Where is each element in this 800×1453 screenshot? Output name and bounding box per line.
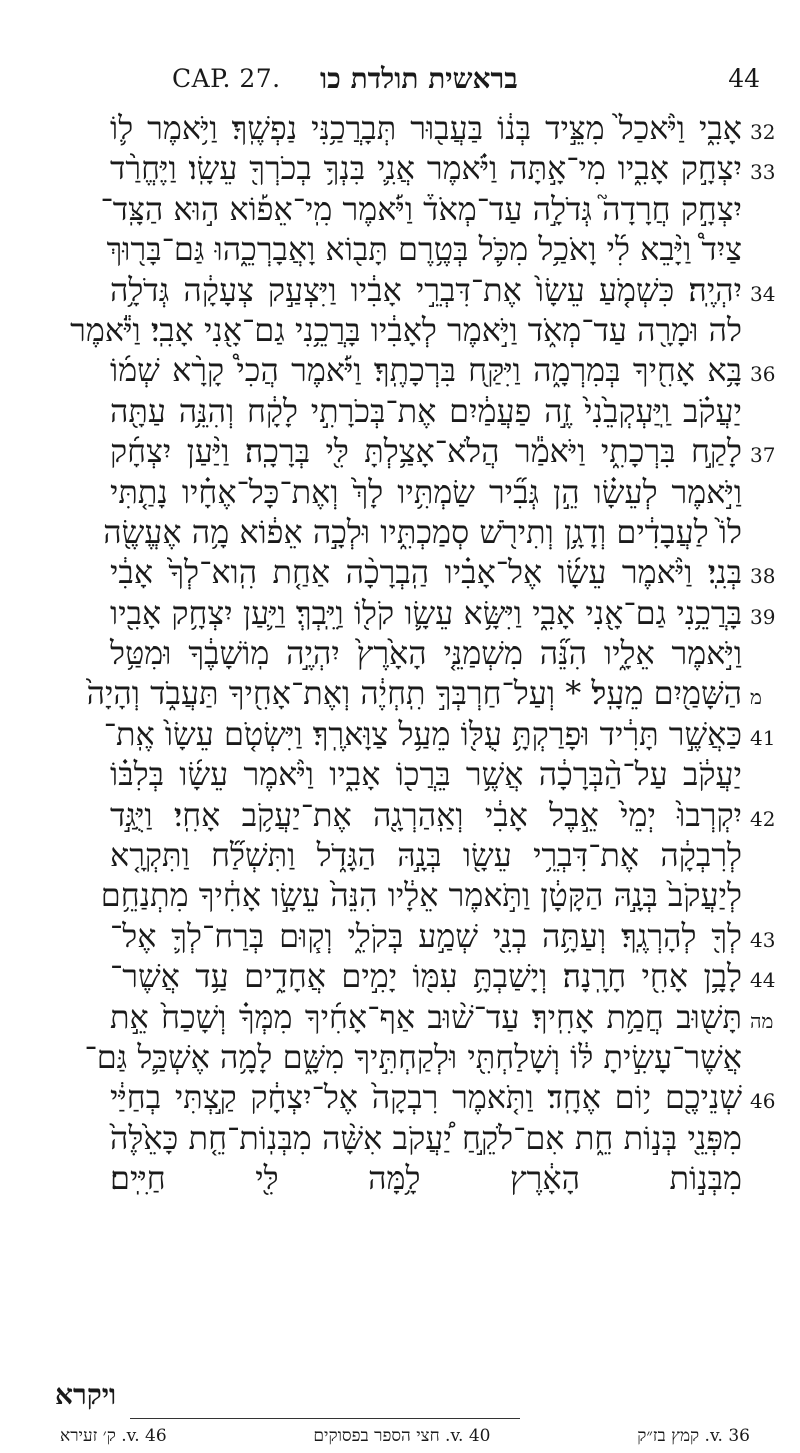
catchword: ויקרא <box>55 1378 117 1411</box>
text-line <box>110 1118 790 1158</box>
text-line <box>110 431 790 471</box>
verse-number: מה <box>750 1008 774 1033</box>
line-text: לְךָ֖ לְהָרְגֶֽךָ׃ וְעַתָּ֥ה בְנִ֖י שְׁמַ֣ע בְּקֹלִ֑י וְק֧וּם בְּרַח־לְךָ֛ אֶל־ <box>110 916 742 955</box>
line-text: בָּרֲכֵ֥נִי גַם־אָ֖נִי אָבִ֑י וַיִּשָּׂ֥א עֵשָׂ֛ו קֹל֖וֹ וַיֵּֽבְךְּ׃ וַיַּ֛עַן יִצְחָ֥ק אָבִ֖יו <box>110 593 742 632</box>
text-line <box>110 795 790 835</box>
text-line <box>106 229 790 269</box>
verse-number: 34 <box>750 281 776 306</box>
line-text: לְיַעֲקֹב֙ בְּנָ֣הּ הַקָּטָ֔ן וַתֹּ֣אמֶר אֵלָ֔יו הִנֵּה֙ עֵשָׂ֣ו אָחִ֔יךָ מִתְנַחֵ֥ם <box>100 876 742 915</box>
line-text: בָּ֥א אָחִ֖יךָ בְּמִרְמָ֑ה וַיִּקַּ֖ח בִּרְכָתֶֽךָ׃ וַיֹּ֡אמֶר הֲכִי֩ קָרָ֨א שְׁמ֜וֹ <box>110 351 742 390</box>
text-line <box>110 552 790 592</box>
masora-note: v. 46. ק׳ זעירא <box>60 1426 167 1446</box>
text-line <box>100 189 790 229</box>
text-line <box>110 593 790 633</box>
line-text: תָּשׁ֖וּב חֲמַ֥ת אָחִֽיךָ׃ עַד־שׁ֨וּב אַף־אָחִ֜יךָ מִמְּךָ֗ וְשָׁכַח֙ אֵ֣ת <box>110 997 742 1036</box>
text-line <box>110 148 790 188</box>
verse-number: 39 <box>750 604 776 629</box>
line-text: כַּאֲשֶׁ֣ר תָּרִ֔יד וּפָרַקְתָּ֥ עֻלּ֖וֹ מֵעַ֥ל צַוָּארֶֽךָ׃ וַיִּשְׂטֹ֤ם עֵשָׂו֙ אֶֽת־ <box>103 714 742 753</box>
verse-number: 44 <box>750 968 776 993</box>
line-text: שְׁנֵיכֶ֖ם י֥וֹם אֶחָֽד׃ וַתֹּ֤אמֶר רִבְקָה֙ אֶל־יִצְחָ֔ק קַ֣צְתִּי בְחַיַּ֔י <box>110 1078 742 1117</box>
text-line <box>103 714 790 754</box>
line-text: לָקַ֣ח בִּרְכָתִ֑י וַיֹּאמַ֕ר הֲלֹא־אָצַ֥לְתָּ לִּ֖י בְּרָכָֽה׃ וַיַּ֨עַן יִצְחָ֜ק <box>110 432 742 471</box>
verse-number: 38 <box>750 564 776 589</box>
line-text: בְּנִֽי׃ וַיֹּ֨אמֶר עֵשָׂ֜ו אֶל־אָבִ֗יו הַֽבְרָכָ֨ה אַחַ֤ת הִֽוא־לְךָ֙ אָבִ֔י <box>110 553 742 592</box>
text-line <box>110 997 790 1037</box>
line-text: לוֹ֙ לַעֲבָדִ֔ים וְדָגָ֥ן וְתִירֹ֖שׁ סְמַכְתִּ֑יו וּלְכָ֣ה אֵפ֔וֹא מָ֥ה אֶעֱשֶׂ֖ה <box>103 512 742 551</box>
book-title: בראשית תולדת כו <box>320 62 518 95</box>
line-text: לה וּמָרָ֖ה עַד־מְאֹ֑ד וַיֹּ֣אמֶר לְאָבִ֔יו בָּרֲכֵ֥נִי גַם־אָ֖נִי אָבִֽי׃ וַיֹּ֕אמֶר <box>70 310 742 349</box>
text-line <box>110 270 790 310</box>
verse-number: 42 <box>750 806 776 831</box>
text-line <box>110 350 790 390</box>
line-text: וַיֹּ֣אמֶר אֵלָ֑יו הִנֵּ֞ה מִשְׁמַנֵּ֤י הָאָ֙רֶץ֙ יִהְיֶ֣ה מֽוֹשָׁבֶ֔ךָ וּמִטַּ֥ל <box>110 634 742 673</box>
text-line <box>84 1037 790 1077</box>
page-number: 44 <box>728 64 760 93</box>
line-text: יַעֲקֹ֔ב עַל־הַ֨בְּרָכָ֔ה אֲשֶׁ֥ר בֵּרֲכ֖וֹ אָבִ֑יו וַיֹּ֨אמֶר עֵשָׂ֜ו בְּלִבּ֗וֹ <box>110 755 742 794</box>
text-line <box>110 835 790 875</box>
text-line <box>86 673 790 713</box>
masora-note: v. 36. קמץ בז״ק <box>637 1426 750 1446</box>
line-text: יִהְיֶֽה׃ כִּשְׁמֹ֤עַ עֵשָׂו֙ אֶת־דִּבְרֵ֣י אָבִ֔יו וַיִּצְעַ֣ק צְעָקָ֔ה גְּדֹלָ֥ה <box>110 270 742 309</box>
text-line <box>110 1158 790 1198</box>
line-text: וַיֹּ֣אמֶר לְעֵשָׂ֗ו הֵ֣ן גְּבִ֞יר שַׂמְתִּ֥יו לָךְ֙ וְאֶת־כָּל־אֶחָ֗יו נָתַ֤תִּי <box>110 472 742 511</box>
line-text: אָבִ֑י וַיֹּ֨אכַל֙ מִצֵּ֣יד בְּנ֔וֹ בַּעֲב֖וּר תְּבָרֲכַ֥נִּי נַפְשֶֽׁךָ׃ וַיֹּ֥אמֶר ל֛וֹ <box>110 109 742 147</box>
line-text: מִבְּנ֣וֹת הָאָ֔רֶץ לָ֥מָּה לִּ֖י חַיִּֽים׃ <box>110 1159 742 1198</box>
text-line <box>110 1077 790 1117</box>
footnote-divider <box>130 1418 520 1419</box>
verse-number: 46 <box>750 1089 776 1114</box>
text-line <box>100 875 790 915</box>
line-text: הַשָּׁמַ֖יִם מֵעָֽל׃ * וְעַל־חַרְבְּךָ֣ תִֽחְיֶ֔ה וְאֶת־אָחִ֖יךָ תַּעֲבֹ֑ד וְהָיָה֙ <box>86 674 742 713</box>
verse-number: 43 <box>750 927 776 952</box>
text-line <box>70 310 790 350</box>
text-line <box>103 512 790 552</box>
chapter-label: CAP. 27. <box>172 64 281 93</box>
line-text: יִצְחָ֣ק אָבִ֑יו מִי־אָ֣תָּה וַיֹּ֗אמֶר אֲנִ֛י בִּנְךָ֥ בְכֹרְךָ֖ עֵשָֽׂו׃ וַיֶּחֱרַ֨ד <box>110 149 742 188</box>
line-text: יִצְחָ֣ק חֲרָדָה֮ גְּדֹלָ֣ה עַד־מְאֹד֒ וַיֹּ֡אמֶר מִֽי־אֵפ֡וֹא ה֣וּא הַצָּֽד־ <box>100 189 742 228</box>
verse-number: 33 <box>750 160 776 185</box>
running-head <box>120 60 760 96</box>
text-line <box>110 754 790 794</box>
line-text: אֲשֶׁר־עָשִׂ֣יתָ לּ֔וֹ וְשָׁלַחְתִּ֖י וּלְקַחְתִּ֣יךָ מִשָּׁ֑ם לָמָ֥ה אֶשְׁכַּ֛ל גַּם־ <box>84 1037 742 1076</box>
text-line <box>110 633 790 673</box>
line-text: לָבָ֥ן אָחִ֖י חָרָֽנָה׃ וְיָשַׁבְתָּ֥ עִמּ֖וֹ יָמִ֣ים אֲחָדִ֑ים עַ֥ד אֲשֶׁר־ <box>110 957 742 996</box>
masora-note: v. 40. חצי הספר בפסוקים <box>313 1426 491 1446</box>
text-line <box>110 108 790 148</box>
text-line <box>110 916 790 956</box>
text-line <box>110 391 790 431</box>
text-line <box>110 472 790 512</box>
line-text: צַיִד֩ וַיָּ֨בֵא לִ֜י וָאֹכַ֥ל מִכֹּ֛ל בְּטֶ֥רֶם תָּב֖וֹא וָאֲבָרְכֵ֑הוּ גַּם־בָּר֖וּךְ <box>106 230 742 269</box>
text-line <box>110 956 790 996</box>
masora-notes <box>60 1426 750 1446</box>
line-text: יַעֲקֹ֗ב וַֽיַּעְקְבֵ֙נִי֙ זֶ֣ה פַעֲמַ֔יִם אֶת־בְּכֹרָתִ֣י לָקָ֔ח וְהִנֵּ֥ה עַתָּ֖ה <box>110 391 742 430</box>
verse-number: מ <box>750 685 762 710</box>
line-text: יִקְרְבוּ֙ יְמֵי֙ אֵ֣בֶל אָבִ֔י וְאַֽהַרְגָ֖ה אֶת־יַעֲקֹ֥ב אָחִֽי׃ וַיֻּגַּ֣ד <box>110 795 742 834</box>
verse-number: 32 <box>750 120 776 144</box>
line-text: מִפְּנֵ֖י בְּנ֣וֹת חֵ֑ת אִם־לֹקֵ֣חַ יַ֠עֲקֹב אִשָּׁ֨ה מִבְּנֽוֹת־חֵ֤ת כָּאֵ֙לֶּה֙ <box>110 1118 742 1157</box>
line-text: לְרִבְקָ֔ה אֶת־דִּבְרֵ֥י עֵשָׂ֖ו בְּנָ֣הּ הַגָּדֹ֑ל וַתִּשְׁלַ֞ח וַתִּקְרָ֤א <box>110 836 742 875</box>
verse-number: 37 <box>750 443 776 468</box>
verse-number: 41 <box>750 725 776 750</box>
verse-number: 36 <box>750 362 776 387</box>
main-text-block <box>70 108 790 1199</box>
